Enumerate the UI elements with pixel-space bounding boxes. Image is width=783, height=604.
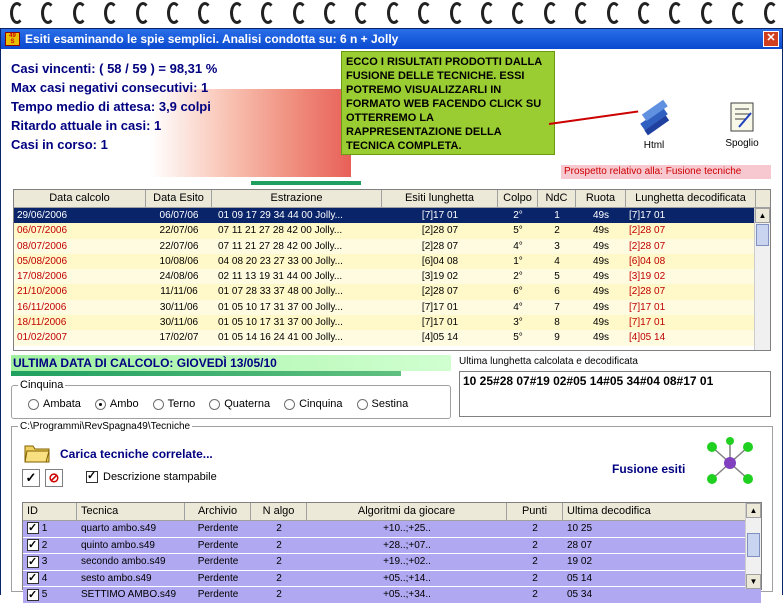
radio-label: Terno <box>167 398 196 410</box>
row-id: 3 <box>39 556 48 568</box>
table-cell: +28..;+07.. <box>383 539 431 551</box>
table-cell: [7]17 01 <box>421 301 459 313</box>
table-cell: 05/08/2006 <box>17 255 68 267</box>
table-cell <box>23 571 77 587</box>
table-cell <box>23 554 77 570</box>
ring-icon <box>230 2 244 24</box>
table-row[interactable] <box>14 239 770 254</box>
confirm-button[interactable]: ✓ <box>22 469 40 487</box>
table-cell: 9 <box>554 332 560 344</box>
tecniche-body <box>23 521 761 604</box>
table-cell: [7]17 01 <box>629 317 666 329</box>
row-checkbox[interactable] <box>27 572 39 584</box>
descrizione-checkbox[interactable] <box>86 471 98 483</box>
table-cell: SETTIMO AMBO.s49 <box>81 589 177 601</box>
table-cell: [7]17 01 <box>421 210 459 221</box>
table-cell: 6 <box>554 286 560 298</box>
table-cell: 2 <box>554 225 560 237</box>
table-cell: Perdente <box>197 572 239 584</box>
results-grid[interactable] <box>13 189 771 351</box>
tecniche-column-header[interactable]: ID <box>23 503 77 520</box>
row-id: 5 <box>39 589 48 601</box>
table-cell: quarto ambo.s49 <box>81 523 157 534</box>
stat-tempo-medio: Tempo medio di attesa: 3,9 colpi <box>11 99 211 114</box>
table-row[interactable] <box>14 269 770 284</box>
table-cell: 30/11/06 <box>159 317 199 329</box>
scroll-down-button[interactable]: ▼ <box>746 574 761 589</box>
table-cell: 7 <box>554 301 560 313</box>
results-scrollbar[interactable] <box>754 208 770 350</box>
tecniche-column-header[interactable]: Ultima decodifica <box>563 503 747 520</box>
close-button[interactable]: ✕ <box>763 31 779 47</box>
ring-icon <box>73 2 87 24</box>
row-id: 4 <box>39 572 48 584</box>
results-column-header[interactable]: Ruota <box>576 190 626 207</box>
table-cell: 1 <box>554 210 560 221</box>
results-column-header[interactable]: NdC <box>538 190 576 207</box>
radio-dot[interactable] <box>209 399 220 410</box>
stat-max-negativi: Max casi negativi consecutivi: 1 <box>11 80 209 95</box>
table-cell: 2 <box>532 523 538 534</box>
table-cell: 4° <box>513 240 523 252</box>
table-cell: 17/08/2006 <box>17 271 68 283</box>
table-cell: Perdente <box>197 556 239 568</box>
spoglio-label: Spoglio <box>725 138 759 149</box>
table-cell: [2]28 07 <box>421 240 459 252</box>
annotation-arrow <box>549 110 638 125</box>
descrizione-label: Descrizione stampabile <box>103 471 217 483</box>
prospetto-label: Prospetto relativo alla: Fusione tecniche <box>561 165 771 179</box>
results-column-header[interactable]: Colpo <box>498 190 538 207</box>
title-bar <box>1 29 782 49</box>
scroll-up-button[interactable]: ▲ <box>755 208 770 223</box>
table-cell: 17/02/07 <box>159 332 199 344</box>
table-cell: 07 11 21 27 28 42 00 Jolly... <box>218 225 343 237</box>
ring-icon <box>607 2 621 24</box>
table-cell: 05 34 <box>567 589 593 601</box>
table-cell: 2 <box>276 572 282 584</box>
table-cell: secondo ambo.s49 <box>81 556 166 568</box>
fusione-label: Fusione esiti <box>612 462 686 476</box>
ultima-data: ULTIMA DATA DI CALCOLO: GIOVEDÌ 13/05/10 <box>11 355 451 371</box>
table-cell: 18/11/2006 <box>17 317 67 329</box>
radio-ambo[interactable] <box>95 398 139 410</box>
radio-ambata[interactable] <box>28 398 81 410</box>
table-cell: 49s <box>592 255 610 267</box>
lastcalc-label: Ultima lunghetta calcolata e decodificata <box>459 356 638 367</box>
table-cell: sesto ambo.s49 <box>81 572 152 584</box>
radio-quaterna[interactable] <box>209 398 270 410</box>
table-cell: 2 <box>532 589 538 601</box>
ring-icon <box>450 2 464 24</box>
table-cell: +19..;+02.. <box>383 556 431 568</box>
table-cell: [7]17 01 <box>629 301 666 313</box>
table-cell: 16/11/2006 <box>17 301 67 313</box>
table-cell: 22/07/06 <box>159 225 199 237</box>
table-cell: 2 <box>276 539 282 551</box>
table-cell: +05..;+14.. <box>383 572 431 584</box>
radio-label: Ambata <box>43 398 81 410</box>
ring-icon <box>104 2 118 24</box>
table-cell: 49s <box>592 240 610 252</box>
table-cell: 10/08/06 <box>159 255 199 267</box>
table-cell: quinto ambo.s49 <box>81 539 155 551</box>
table-cell: 21/10/2006 <box>17 286 68 298</box>
table-cell: 06/07/06 <box>159 210 199 221</box>
table-cell: [2]28 07 <box>421 286 459 298</box>
ring-icon <box>669 2 683 24</box>
table-cell: 49s <box>592 301 610 313</box>
table-row[interactable] <box>14 300 770 315</box>
table-cell: 4° <box>513 301 523 313</box>
table-cell: [7]17 01 <box>629 210 666 221</box>
table-cell: 01 05 14 16 24 41 00 Jolly... <box>218 332 343 344</box>
table-cell: 2 <box>532 556 538 568</box>
table-cell: 24/08/06 <box>159 271 199 283</box>
table-row[interactable] <box>14 223 770 238</box>
cinquina-label: Cinquina <box>20 379 64 391</box>
stat-in-corso: Casi in corso: 1 <box>11 137 108 152</box>
ring-icon <box>575 2 589 24</box>
spoglio-button[interactable] <box>717 99 767 149</box>
row-checkbox[interactable] <box>27 556 39 568</box>
table-cell: 01/02/2007 <box>17 332 68 344</box>
ring-icon <box>481 2 495 24</box>
table-cell: 3° <box>513 317 523 329</box>
scroll-thumb[interactable] <box>756 224 769 246</box>
results-column-header[interactable]: Esiti lunghetta <box>382 190 498 207</box>
table-cell: 06/07/2006 <box>17 225 68 237</box>
table-cell: 49s <box>592 332 610 344</box>
radio-cinquina[interactable] <box>284 398 342 410</box>
ring-icon <box>512 2 526 24</box>
main-window <box>0 28 783 601</box>
radio-sestina[interactable] <box>357 398 409 410</box>
stat-ritardo: Ritardo attuale in casi: 1 <box>11 118 162 133</box>
table-cell: 29/06/2006 <box>17 210 68 221</box>
table-cell: 22/07/06 <box>159 240 199 252</box>
cinquina-group <box>11 379 451 419</box>
ring-icon <box>638 2 652 24</box>
tecniche-scrollbar[interactable] <box>745 503 761 589</box>
ring-icon <box>198 2 212 24</box>
table-cell: 49s <box>592 286 610 298</box>
html-label: Html <box>643 140 665 151</box>
table-cell: 02 11 13 19 31 44 00 Jolly... <box>218 271 343 283</box>
radio-dot[interactable] <box>28 399 39 410</box>
table-cell: 8 <box>554 317 560 329</box>
table-cell: 4 <box>554 255 560 267</box>
ring-icon <box>544 2 558 24</box>
table-cell: [6]04 08 <box>629 255 666 267</box>
html-button[interactable] <box>629 97 679 151</box>
table-row[interactable] <box>14 284 770 299</box>
table-cell <box>23 587 77 603</box>
books-icon <box>634 97 674 137</box>
ring-icon <box>293 2 307 24</box>
table-row[interactable] <box>23 538 761 555</box>
cinquina-options <box>28 398 422 410</box>
table-cell: [6]04 08 <box>421 255 459 267</box>
tecniche-column-header[interactable]: Punti <box>507 503 563 520</box>
radio-dot[interactable] <box>357 399 368 410</box>
results-column-header[interactable]: Lunghetta decodificata <box>626 190 756 207</box>
tecniche-column-header[interactable]: Algoritmi da giocare <box>307 503 507 520</box>
table-cell <box>23 538 77 554</box>
table-cell: 49s <box>592 317 610 329</box>
path-label: C:\Programmi\RevSpagna49\Tecniche <box>20 421 191 432</box>
table-cell: 2 <box>276 589 282 601</box>
table-cell: [3]19 02 <box>629 271 666 283</box>
results-column-header[interactable]: Data calcolo <box>14 190 146 207</box>
results-column-header[interactable]: Estrazione <box>212 190 382 207</box>
table-cell: [2]28 07 <box>629 225 666 237</box>
cancel-button[interactable]: ⊘ <box>45 469 63 487</box>
radio-label: Quaterna <box>224 398 271 410</box>
table-cell: Perdente <box>197 539 239 551</box>
results-column-header[interactable]: Data Esito <box>146 190 212 207</box>
table-cell: 04 08 20 23 27 33 00 Jolly... <box>218 255 343 267</box>
row-checkbox[interactable] <box>27 522 39 534</box>
tecniche-panel <box>11 421 773 601</box>
lastcalc-field[interactable]: 10 25#28 07#19 02#05 14#05 34#04 08#17 01 <box>459 371 771 417</box>
row-checkbox[interactable] <box>27 539 39 551</box>
stat-casi-vincenti: Casi vincenti: ( 58 / 59 ) = 98,31 % <box>11 61 218 76</box>
annotation-note: ECCO I RISULTATI PRODOTTI DALLA FUSIONE DELLE TECNICHE. ESSI POTREMO VISUALIZZARLI IN FORMATO WEB FACENDO CLICK SU OTTERREMO LA RAPPRESENTAZIONE DELLA TECNICA COMPLETA. <box>341 51 555 155</box>
ring-icon <box>418 2 432 24</box>
table-cell: 01 07 28 33 37 48 00 Jolly... <box>218 286 343 298</box>
decor-bar <box>251 181 361 185</box>
carica-button[interactable]: Carica tecniche correlate... <box>60 447 213 461</box>
folder-icon[interactable] <box>24 441 50 463</box>
radio-label: Sestina <box>371 398 409 410</box>
stats-panel <box>11 59 351 159</box>
ring-icon <box>10 2 24 24</box>
table-cell: 01 05 10 17 31 37 00 Jolly... <box>218 301 343 313</box>
table-cell: [3]19 02 <box>421 271 459 283</box>
table-row[interactable] <box>14 315 770 330</box>
table-cell: 2 <box>276 523 282 534</box>
radio-label: Ambo <box>109 398 139 410</box>
table-cell: 01 05 10 17 31 37 00 Jolly... <box>218 317 343 329</box>
table-cell: 5° <box>513 225 523 237</box>
molecule-icon[interactable] <box>702 435 758 491</box>
radio-terno[interactable] <box>153 398 196 410</box>
tecniche-header <box>23 503 761 521</box>
table-cell: 10 25 <box>567 523 593 534</box>
results-body <box>14 208 770 346</box>
table-cell: [4]05 14 <box>421 332 459 344</box>
tecniche-column-header[interactable]: N algo <box>251 503 307 520</box>
table-cell: +05..;+34.. <box>383 589 431 601</box>
ring-icon <box>324 2 338 24</box>
tecniche-column-header[interactable]: Archivio <box>185 503 251 520</box>
table-cell <box>23 521 77 537</box>
table-cell: +10..;+25.. <box>383 523 431 534</box>
table-row[interactable] <box>14 254 770 269</box>
table-row[interactable] <box>23 571 761 588</box>
table-cell: 2 <box>532 572 538 584</box>
radio-dot[interactable] <box>95 399 106 410</box>
row-checkbox[interactable] <box>27 589 39 601</box>
table-cell: [2]28 07 <box>629 240 666 252</box>
table-cell: 30/11/06 <box>159 301 199 313</box>
table-cell: 5 <box>554 271 560 283</box>
table-row[interactable] <box>23 554 761 571</box>
table-cell: 2 <box>532 539 538 551</box>
table-cell: Perdente <box>197 589 239 601</box>
table-cell: 2° <box>513 271 523 283</box>
window-title: Esiti esaminando le spie semplici. Analisi condotta su: 6 n + Jolly <box>25 32 399 46</box>
table-cell: 05 14 <box>567 572 593 584</box>
radio-dot[interactable] <box>284 399 295 410</box>
table-cell: 5° <box>513 332 523 344</box>
scroll-icon <box>725 99 759 135</box>
table-cell: 3 <box>554 240 560 252</box>
scroll-up-button[interactable]: ▲ <box>746 503 761 518</box>
table-row[interactable] <box>14 208 770 223</box>
ring-icon <box>41 2 55 24</box>
table-row[interactable] <box>23 587 761 604</box>
ring-icon <box>167 2 181 24</box>
table-cell: 28 07 <box>567 539 593 551</box>
table-cell: 19 02 <box>567 556 593 568</box>
table-cell: [4]05 14 <box>629 332 666 344</box>
ring-icon <box>355 2 369 24</box>
table-cell: 2° <box>513 210 523 221</box>
ring-icon <box>701 2 715 24</box>
table-cell: 08/07/2006 <box>17 240 68 252</box>
table-cell: Perdente <box>197 523 239 534</box>
tecniche-grid[interactable] <box>22 502 762 601</box>
row-id: 2 <box>39 539 48 551</box>
ring-icon <box>764 2 778 24</box>
ultima-bar <box>11 371 401 376</box>
table-cell: 2 <box>276 556 282 568</box>
table-row[interactable] <box>14 330 770 345</box>
ring-icon <box>136 2 150 24</box>
ring-icon <box>387 2 401 24</box>
table-row[interactable] <box>23 521 761 538</box>
table-cell: 49s <box>592 225 610 237</box>
radio-dot[interactable] <box>153 399 164 410</box>
table-cell: 01 09 17 29 34 44 00 Jolly... <box>218 210 343 221</box>
scroll-thumb[interactable] <box>747 533 760 557</box>
app-icon: 49 S <box>5 32 20 46</box>
notebook-rings <box>0 0 783 28</box>
table-cell: 6° <box>513 286 523 298</box>
table-cell: 1° <box>513 255 523 267</box>
ring-icon <box>261 2 275 24</box>
table-cell: [7]17 01 <box>421 317 459 329</box>
radio-label: Cinquina <box>299 398 343 410</box>
table-cell: 07 11 21 27 28 42 00 Jolly... <box>218 240 343 252</box>
row-id: 1 <box>39 523 48 534</box>
client-area <box>1 49 782 601</box>
table-cell: 49s <box>592 210 610 221</box>
tecniche-column-header[interactable]: Tecnica <box>77 503 185 520</box>
table-cell: 11/11/06 <box>160 286 198 298</box>
table-cell: [2]28 07 <box>421 225 459 237</box>
results-header <box>14 190 770 208</box>
ring-icon <box>732 2 746 24</box>
table-cell: 49s <box>592 271 610 283</box>
table-cell: [2]28 07 <box>629 286 666 298</box>
